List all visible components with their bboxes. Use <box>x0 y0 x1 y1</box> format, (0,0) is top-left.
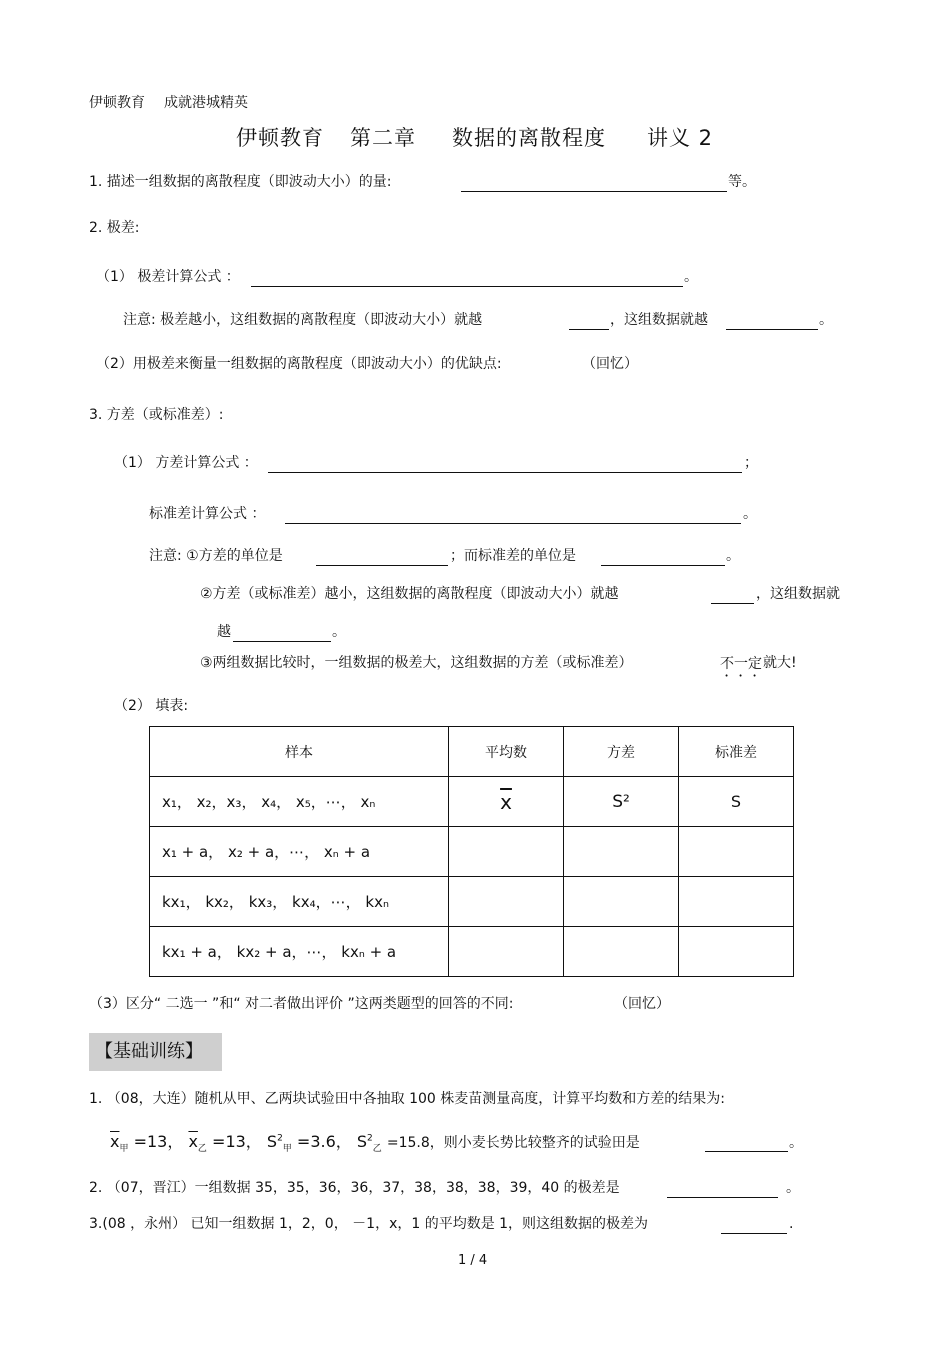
q3-note2-end: 。 <box>332 624 346 640</box>
q2-note-blank1 <box>569 314 609 330</box>
table-row <box>150 877 794 927</box>
q3-heading: 3. 方差（或标准差）: <box>89 407 224 423</box>
q3-note1-b: ；而标准差的单位是 <box>450 548 576 564</box>
title-lecture: 讲义 2 <box>647 126 714 150</box>
row4-sample: kx₁ + a， kx₂ + a，⋯， kxₙ + a <box>150 927 449 977</box>
q3-var-end: ； <box>744 455 758 471</box>
header-slogan: 成就港城精英 <box>164 95 248 111</box>
row2-sample: x₁ + a， x₂ + a，⋯， xₙ + a <box>150 827 449 877</box>
q3-std-end: 。 <box>743 506 757 522</box>
ex1-s-yi: S <box>356 1132 368 1151</box>
q2-pros-cons: （2）用极差来衡量一组数据的离散程度（即波动大小）的优缺点: <box>96 356 502 372</box>
row2-mean <box>449 827 564 877</box>
ex1-s-yi-sub: 乙 <box>372 1144 382 1155</box>
table-row <box>150 927 794 977</box>
row1-variance: S² <box>564 777 679 827</box>
row3-std <box>679 877 794 927</box>
ex1-jia-sub: 甲 <box>119 1144 129 1155</box>
q2-formula-end: 。 <box>684 269 698 285</box>
ex1-x-jia-val: =13， <box>133 1132 184 1151</box>
q2-formula-label: （1） 极差计算公式 ： <box>96 269 240 285</box>
q2-heading: 2. 极差: <box>89 220 140 236</box>
table-row <box>150 777 794 827</box>
header-std: 标准差 <box>679 727 794 777</box>
q2-recall: （回忆） <box>582 356 638 372</box>
row1-sample: x₁， x₂，x₃， x₄， x₅，⋯， xₙ <box>150 777 449 827</box>
ex1-s-yi-val: =15.8，则小麦长势比较整齐的试验田是 <box>386 1135 640 1151</box>
ex2-blank <box>667 1182 778 1198</box>
row4-mean <box>449 927 564 977</box>
q3-note3-end: 就大! <box>763 655 797 671</box>
q2-note-blank2 <box>726 314 818 330</box>
q1-suffix: 等。 <box>728 174 756 190</box>
header-variance: 方差 <box>564 727 679 777</box>
ex1-x-jia: $\overline{x}$ <box>110 1132 120 1151</box>
row1-mean: $\overline{x}$ <box>500 789 512 814</box>
ex1-x-yi: $\overline{x}$ <box>188 1132 198 1151</box>
ex1-end: 。 <box>789 1135 803 1151</box>
row4-std <box>679 927 794 977</box>
q2-note-end: 。 <box>819 312 833 328</box>
ex1-s-yi-sup: 2 <box>367 1133 373 1144</box>
header-sample: 样本 <box>150 727 449 777</box>
q3-3-text: （3）区分“ 二选一 ”和“ 对二者做出评价 ”这两类题型的回答的不同: <box>89 996 514 1012</box>
ex1-s-jia-sub: 甲 <box>282 1144 292 1155</box>
row1-std: S <box>679 777 794 827</box>
q1-blank <box>461 176 727 192</box>
header-mean: 平均数 <box>449 727 564 777</box>
ex1-s-jia-sup: 2 <box>277 1133 283 1144</box>
q3-note1-end: 。 <box>726 548 740 564</box>
row4-variance <box>564 927 679 977</box>
ex1-s-jia-val: =3.6， <box>296 1132 352 1151</box>
q3-note2-blank1 <box>711 588 754 604</box>
q3-std-blank <box>285 508 741 524</box>
ex3-end: . <box>789 1216 794 1232</box>
header-org: 伊顿教育 <box>89 95 145 111</box>
q2-note-b: ，这组数据就越 <box>610 312 708 328</box>
q3-note2-c: 越 <box>217 624 231 640</box>
q2-formula-blank <box>251 271 683 287</box>
ex1-line1: 1. （08，大连）随机从甲、乙两块试验田中各抽取 100 株麦苗测量高度，计算平均数和方差的结果为: <box>89 1091 725 1107</box>
row3-mean <box>449 877 564 927</box>
q3-note1-blank2 <box>601 550 725 566</box>
ex1-blank <box>705 1136 788 1152</box>
title-chapter: 第二章 <box>350 126 416 150</box>
q3-note2-a: ②方差（或标准差）越小，这组数据的离散程度（即波动大小）就越 <box>200 586 619 602</box>
row2-std <box>679 827 794 877</box>
ex3-blank <box>721 1218 787 1234</box>
title-org: 伊顿教育 <box>236 126 324 150</box>
q3-var-label: （1） 方差计算公式 ： <box>114 455 258 471</box>
q3-3-recall: （回忆） <box>614 996 670 1012</box>
q2-note-a: 注意: 极差越小，这组数据的离散程度（即波动大小）就越 <box>123 312 483 328</box>
page-number: 1 / 4 <box>458 1253 488 1268</box>
ex2-end: 。 <box>786 1180 800 1196</box>
title-topic: 数据的离散程度 <box>452 126 606 150</box>
ex2-text: 2. （07，晋江）一组数据 35，35，36，36，37，38，38，38，39，40 的极差是 <box>89 1180 620 1196</box>
q3-var-blank <box>268 457 742 473</box>
row2-variance <box>564 827 679 877</box>
table-header-row <box>150 727 794 777</box>
ex1-x-yi-val: =13， <box>212 1132 262 1151</box>
q3-note3-emph: 不一定 <box>720 656 762 672</box>
q3-note3-a: ③两组数据比较时，一组数据的极差大，这组数据的方差（或标准差） <box>200 655 633 671</box>
q3-std-label: 标准差计算公式 ： <box>149 506 266 522</box>
q3-note2-blank2 <box>233 626 331 642</box>
section-heading: 【基础训练】 <box>95 1041 203 1062</box>
q3-note1-blank1 <box>316 550 448 566</box>
q3-note1-a: 注意: ①方差的单位是 <box>149 548 283 564</box>
q1-text: 1. 描述一组数据的离散程度（即波动大小）的量: <box>89 174 392 190</box>
section-heading-box <box>89 1033 222 1071</box>
q3-note2-b: ，这组数据就 <box>756 586 840 602</box>
table-row <box>150 827 794 877</box>
ex1-line2 <box>110 1134 640 1154</box>
q3-fill-label: （2） 填表: <box>114 698 189 714</box>
row3-sample: kx₁， kx₂， kx₃， kx₄，⋯， kxₙ <box>150 877 449 927</box>
row3-variance <box>564 877 679 927</box>
stats-table <box>149 726 794 977</box>
ex1-yi-sub: 乙 <box>197 1144 207 1155</box>
ex3-text: 3.(08 ，永州） 已知一组数据 1，2，0， －1，x，1 的平均数是 1，则这组数据的极差为 <box>89 1216 649 1232</box>
ex1-s-jia: S <box>266 1132 278 1151</box>
